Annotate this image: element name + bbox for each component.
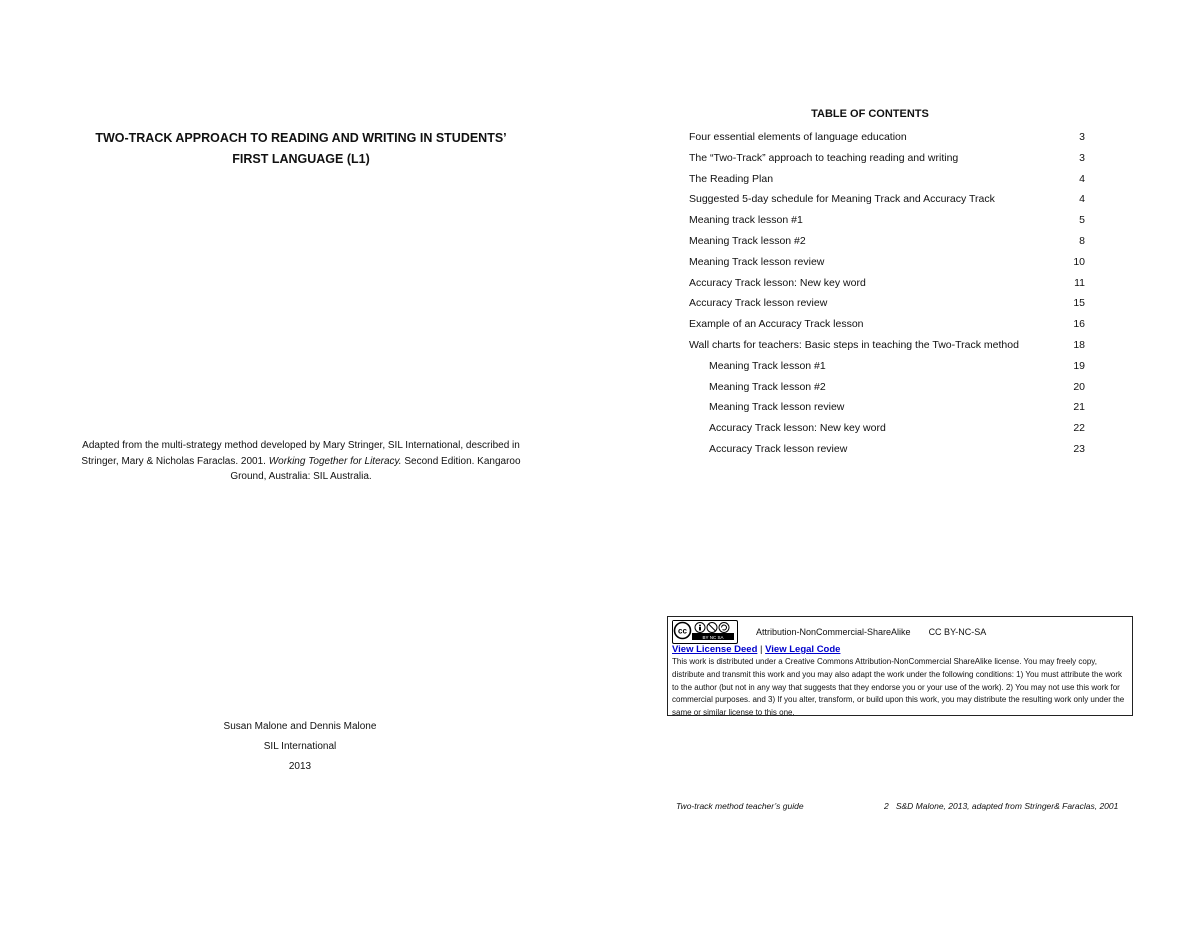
toc-entry-label: Accuracy Track lesson: New key word bbox=[689, 276, 866, 289]
license-box bbox=[667, 616, 1133, 716]
credit-text-1: Adapted from the multi-strategy method developed by Mary Stringer, SIL International, described in Stringer, Mary & Nicholas Faraclas. 2001. bbox=[81, 440, 520, 467]
license-type: Attribution-NonCommercial-ShareAlike bbox=[756, 627, 911, 637]
toc-entry-page: 8 bbox=[1079, 234, 1085, 247]
cc-logo-text: cc bbox=[678, 626, 687, 636]
toc-entry-page: 4 bbox=[1079, 193, 1085, 206]
legal-code-link[interactable]: View Legal Code bbox=[765, 644, 841, 655]
toc-entry-label: Wall charts for teachers: Basic steps in teaching the Two-Track method bbox=[689, 338, 1019, 351]
toc-entry-label: Four essential elements of language education bbox=[689, 131, 907, 143]
toc-entry-page: 3 bbox=[1079, 151, 1085, 164]
toc-subentry[interactable] bbox=[689, 399, 1085, 420]
table-of-contents bbox=[689, 129, 1085, 462]
toc-entry-label: Meaning track lesson #1 bbox=[689, 214, 803, 227]
authors: Susan Malone and Dennis Malone bbox=[223, 721, 377, 732]
title-line-2: FIRST LANGUAGE (L1) bbox=[232, 152, 370, 166]
license-links bbox=[672, 644, 1128, 655]
toc-entry-page: 21 bbox=[1073, 401, 1085, 414]
toc-entry-page: 22 bbox=[1073, 422, 1085, 435]
toc-subentry[interactable] bbox=[689, 441, 1085, 462]
toc-entry[interactable] bbox=[689, 275, 1085, 296]
toc-entry-label: Accuracy Track lesson review bbox=[709, 442, 848, 455]
sa-icon bbox=[719, 623, 729, 633]
link-separator: | bbox=[757, 644, 766, 655]
credit-text-2: Second Edition. Kangaroo Ground, Australia: SIL Australia. bbox=[230, 455, 521, 482]
toc-subentry[interactable] bbox=[689, 379, 1085, 400]
toc-entry-page: 16 bbox=[1073, 318, 1085, 331]
badge-strip-text: BY NC SA bbox=[702, 635, 724, 640]
toc-entry-label: The Reading Plan bbox=[689, 172, 774, 185]
license-header bbox=[672, 619, 1128, 645]
toc-entry[interactable] bbox=[689, 337, 1085, 358]
toc-entry[interactable] bbox=[689, 150, 1085, 171]
toc-entry[interactable] bbox=[689, 316, 1085, 337]
title-line-1: TWO-TRACK APPROACH TO READING AND WRITING IN STUDENTS’ bbox=[95, 131, 507, 145]
toc-entry[interactable] bbox=[689, 171, 1085, 192]
toc-entry-label: Meaning Track lesson #2 bbox=[689, 234, 806, 247]
toc-entry-label: Meaning Track lesson #1 bbox=[709, 359, 826, 372]
by-icon-body bbox=[699, 627, 701, 631]
license-abbr: CC BY-NC-SA bbox=[928, 627, 987, 637]
toc-entry-page: 20 bbox=[1073, 380, 1085, 393]
toc-entry-label: Accuracy Track lesson review bbox=[689, 297, 828, 310]
toc-entry-page: 19 bbox=[1073, 359, 1085, 372]
by-icon-head bbox=[699, 625, 701, 627]
toc-entry-page: 18 bbox=[1073, 338, 1085, 351]
toc-entry-label: Suggested 5-day schedule for Meaning Track and Accuracy Track bbox=[689, 193, 995, 206]
toc-subentry[interactable] bbox=[689, 358, 1085, 379]
toc-entry-label: Meaning Track lesson review bbox=[689, 255, 825, 268]
organization: SIL International bbox=[263, 741, 337, 752]
adaptation-credit bbox=[70, 438, 532, 485]
year: 2013 bbox=[288, 761, 312, 772]
document-title bbox=[70, 128, 532, 170]
toc-subentry[interactable] bbox=[689, 420, 1085, 441]
toc-entry[interactable] bbox=[689, 295, 1085, 316]
toc-entry-page: 10 bbox=[1073, 255, 1085, 268]
cc-badge-graphic bbox=[673, 621, 734, 640]
toc-entry[interactable] bbox=[689, 191, 1085, 212]
footer-citation: S&D Malone, 2013, adapted from Stringer& Faraclas, 2001 bbox=[895, 801, 1119, 811]
toc-entry[interactable] bbox=[689, 254, 1085, 275]
credit-book-title: Working Together for Literacy. bbox=[268, 455, 402, 467]
page-number: 2 bbox=[884, 801, 889, 811]
toc-entry-page: 4 bbox=[1079, 172, 1085, 185]
footer-right bbox=[884, 801, 1118, 811]
toc-entry-page: 3 bbox=[1079, 131, 1085, 143]
author-block bbox=[150, 720, 450, 780]
footer-guide-title: Two-track method teacher’s guide bbox=[676, 801, 804, 811]
toc-entry-label: Accuracy Track lesson: New key word bbox=[709, 422, 886, 435]
toc-entry-page: 23 bbox=[1073, 442, 1085, 455]
toc-entry-page: 11 bbox=[1074, 276, 1085, 289]
toc-entry-label: Meaning Track lesson review bbox=[709, 401, 845, 414]
toc-entry-label: Example of an Accuracy Track lesson bbox=[689, 318, 864, 331]
toc-entry[interactable] bbox=[689, 233, 1085, 254]
toc-entry-label: Meaning Track lesson #2 bbox=[709, 380, 826, 393]
license-body: This work is distributed under a Creative Commons Attribution-NonCommercial ShareAlike license. You may freely copy, distribute and transmit this work and you may also adapt the work under the following conditions: 1) You must attribute the work to the author (but not in any way that suggests that they endorse you or your use of the work). 2) You may not use this work for commercial purposes. and 3) If you alter, transform, or build upon this work, you may distribute the resulting work only under the same or similar license to this one. bbox=[672, 657, 1125, 718]
toc-entry[interactable] bbox=[689, 212, 1085, 233]
toc-entry-page: 5 bbox=[1079, 214, 1085, 227]
toc-entry[interactable] bbox=[689, 129, 1085, 150]
license-deed-link[interactable]: View License Deed bbox=[672, 644, 758, 655]
toc-entry-label: The “Two-Track” approach to teaching reading and writing bbox=[689, 151, 959, 164]
toc-heading: TABLE OF CONTENTS bbox=[811, 108, 929, 120]
toc-entry-page: 15 bbox=[1073, 297, 1085, 310]
cc-license-badge bbox=[672, 620, 738, 644]
